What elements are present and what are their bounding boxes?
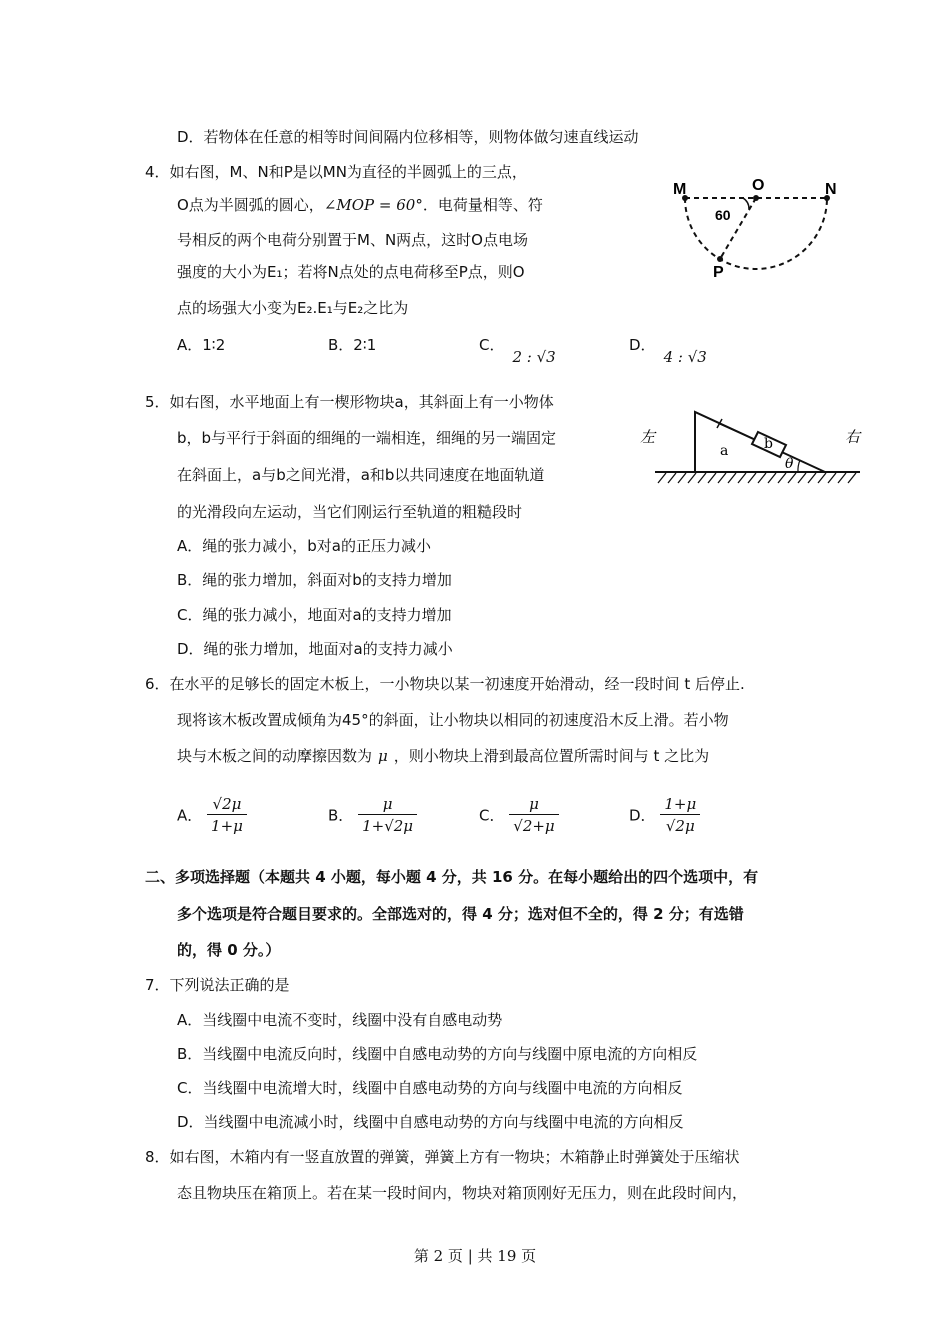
q6-option-b-num: μ [358, 794, 417, 815]
q5-stem-line2: b，b与平行于斜面的细绳的一端相连，细绳的另一端固定 [177, 429, 557, 447]
label-m: M [673, 181, 687, 198]
q6-option-c-den: √2+μ [513, 817, 555, 835]
q6-option-b-label: B． [328, 806, 354, 825]
q6-option-a [177, 794, 247, 837]
q4-option-b: B．2∶1 [328, 336, 377, 354]
q5-option-b: B．绳的张力增加，斜面对b的支持力增加 [177, 571, 452, 589]
q6-option-a-num: √2μ [207, 794, 247, 815]
q6-option-c-num: μ [509, 794, 558, 815]
point-p [717, 256, 723, 262]
q4-option-d [629, 335, 707, 366]
q4-option-c [479, 335, 556, 366]
q4-stem-line5: 点的场强大小变为E₂.E₁与E₂之比为 [177, 299, 409, 317]
q4-option-a: A．1∶2 [177, 336, 226, 354]
q6-option-b-den: 1+√2μ [362, 817, 414, 835]
q7-option-c: C．当线圈中电流增大时，线圈中自感电动势的方向与线圈中电流的方向相反 [177, 1079, 683, 1097]
label-right: 右 [845, 428, 861, 446]
q6-option-d-num: 1+μ [660, 794, 700, 815]
q6-option-d-label: D． [629, 806, 656, 825]
q5-wedge-figure [640, 400, 865, 490]
q4-stem-line3: 号相反的两个电荷分别置于M、N两点，这时O点电场 [177, 231, 528, 249]
section2-heading-line3: 的，得 0 分。） [177, 941, 281, 959]
angle-arc [743, 198, 749, 209]
q6-option-d-den: √2μ [665, 817, 695, 835]
q5-option-d: D．绳的张力增加，地面对a的支持力减小 [177, 640, 453, 658]
semicircle-arc [685, 198, 827, 269]
q3-option-d: D．若物体在任意的相等时间间隔内位移相等，则物体做匀速直线运动 [177, 128, 639, 146]
q6-option-c-fraction [509, 794, 558, 837]
q7-option-d: D．当线圈中电流减小时，线圈中自感电动势的方向与线圈中电流的方向相反 [177, 1113, 684, 1131]
label-theta: θ [785, 456, 794, 472]
q7-stem: 7．下列说法正确的是 [145, 976, 290, 994]
q5-option-c: C．绳的张力减小，地面对a的支持力增加 [177, 606, 452, 624]
q4-angle-expr: ∠MOP = 60° [323, 196, 423, 214]
q4-stem-line2-a: O点为半圆弧的圆心， [177, 196, 324, 214]
label-a: a [720, 443, 729, 459]
q4-stem-line4: 强度的大小为E₁；若将N点处的点电荷移至P点，则O [177, 263, 525, 281]
label-angle: 60 [715, 207, 731, 223]
q5-stem-line3: 在斜面上，a与b之间光滑，a和b以共同速度在地面轨道 [177, 466, 545, 484]
q6-option-a-fraction [207, 794, 247, 837]
q6-option-b [328, 794, 417, 837]
q6-stem-line1: 6．在水平的足够长的固定木板上，一小物块以某一初速度开始滑动，经一段时间 t 后停止. [145, 675, 745, 693]
q6-option-c [479, 794, 559, 837]
q8-stem-line1: 8．如右图，木箱内有一竖直放置的弹簧，弹簧上方有一物块；木箱静止时弹簧处于压缩状 [145, 1148, 740, 1166]
q7-option-a: A．当线圈中电流不变时，线圈中没有自感电动势 [177, 1011, 503, 1029]
q6-option-a-den: 1+μ [211, 817, 243, 835]
q5-stem-line1: 5．如右图，水平地面上有一楔形物块a，其斜面上有一小物体 [145, 393, 554, 411]
label-left: 左 [640, 428, 656, 446]
label-p: P [713, 264, 724, 281]
section2-heading-line1: 二、多项选择题（本题共 4 小题，每小题 4 分，共 16 分。在每小题给出的四个选项中，有 [145, 868, 759, 886]
page-footer: 第 2 页 | 共 19 页 [413, 1247, 537, 1265]
q4-stem-line1: 4．如右图，M、N和P是以MN为直径的半圆弧上的三点， [145, 163, 527, 181]
q4-option-d-label: D． [629, 336, 656, 354]
q4-option-d-value: 4 : √3 [663, 348, 707, 366]
label-b: b [764, 436, 773, 452]
point-o [753, 195, 759, 201]
q6-option-a-label: A． [177, 806, 203, 825]
label-o: O [752, 177, 765, 194]
q6-option-c-label: C． [479, 806, 505, 825]
q6-stem-line3 [177, 746, 709, 766]
q4-option-c-label: C． [479, 336, 505, 354]
section2-heading-line2: 多个选项是符合题目要求的。全部选对的，得 4 分；选对但不全的，得 2 分；有选错 [177, 905, 744, 923]
q4-option-c-value: 2 : √3 [512, 348, 556, 366]
q6-stem-line3-a: 块与木板之间的动摩擦因数为 [177, 747, 373, 765]
label-n: N [825, 181, 837, 198]
q6-stem-line2: 现将该木板改置成倾角为45°的斜面，让小物块以相同的初速度沿木反上滑。若小物 [177, 711, 729, 729]
q6-option-d-fraction [660, 794, 700, 837]
q6-option-d [629, 794, 700, 837]
q6-mu: μ [378, 747, 388, 765]
q8-stem-line2: 态且物块压在箱顶上。若在某一段时间内，物块对箱顶刚好无压力，则在此段时间内， [177, 1184, 748, 1202]
q6-stem-line3-b: ，则小物块上滑到最高位置所需时间与 t 之比为 [393, 747, 710, 765]
q5-stem-line4: 的光滑段向左运动，当它们刚运行至轨道的粗糙段时 [177, 503, 523, 521]
q4-stem-line2-b: ．电荷量相等、符 [422, 196, 543, 214]
q6-option-b-fraction [358, 794, 417, 837]
q7-option-b: B．当线圈中电流反向时，线圈中自感电动势的方向与线圈中原电流的方向相反 [177, 1045, 698, 1063]
q4-semicircle-figure [665, 170, 845, 285]
q5-option-a: A．绳的张力减小，b对a的正压力减小 [177, 537, 431, 555]
q4-stem-line2 [177, 195, 543, 215]
